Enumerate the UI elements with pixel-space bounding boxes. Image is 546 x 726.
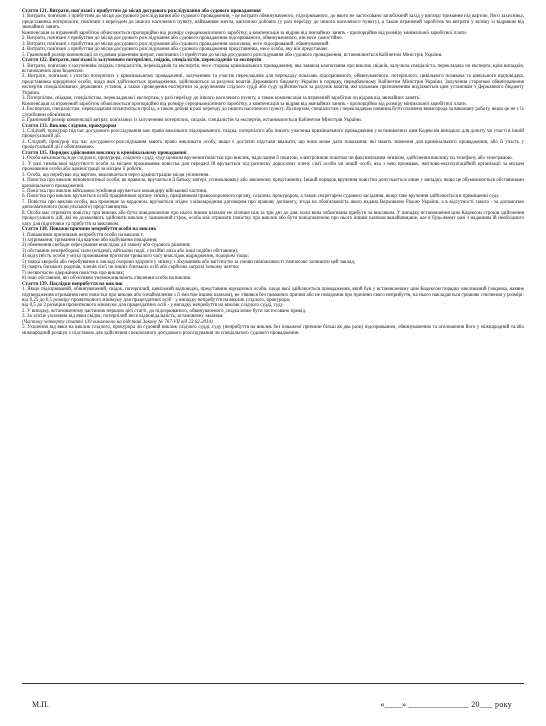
paragraph: 8. Особа має отримати повістку про виклик або бути повідомленою про нього іншим шляхом не пізніше ніж за три дні до дня, коли вона зобов'язана прибути за викликом. У випадку встановлення цим Кодексом строків здійснення процесуальних дій, які не дозволяють здійснити виклик у зазначений строк, особа має отримати повістку про виклик або бути повідомленою про нього іншим шляхом якнайшвидше, але в будь-якому разі з наданням їй необхідного часу для підготовки та прибуття за викликом. bbox=[22, 210, 524, 227]
paragraph: 2. Слідчий, прокурор під час досудового розслідування мають право викликати особу, якщо є достатні підстави вважати, що вона може дати показання, які мають значення для кримінального провадження, або її участь у процесуальній дії є обов'язковою. bbox=[22, 139, 524, 151]
paragraph: 5. Граничний розмір компенсації за судовим рішенням витрат, пов'язаних із прибуттям до місця досудового розслідування або судового провадження, встановлюється Кабінетом Міністрів України. bbox=[22, 52, 443, 58]
paragraph: 2. У разі тимчасової відсутності особи за місцем проживання повістка для передачі їй вручається під розписку дорослому члену сім'ї особи чи іншій особі, яка з нею проживає, житлово-експлуатаційній організації за місцем проживання особи або адміністрації за місцем її роботи. bbox=[22, 161, 524, 173]
paragraph: 6) смерть близьких родичів, членів сім'ї чи інших близьких осіб або серйозна загроза їхньому життю; bbox=[22, 265, 240, 271]
paragraph: 1. Витрати, пов'язані з залученням свідків, спеціалістів, перекладачів та експертів, несе сторона кримінального провадження, яка заявила клопотання про виклик свідків, залучила спеціаліста, перекладача чи експерта, крім випадків, встановлених цим Кодексом. bbox=[22, 63, 524, 74]
paragraph: 5. Ухилення від явки на виклик слідчого, прокурора чи судовий виклик слідчого судді, суду (неприбуття на виклик без поважної причини більш як два рази) підозрюваним, обвинуваченим та оголошення його у міжнародний та/або міжнародний розшук є підставою для здійснення спеціального досудового розслідування чи спеціального судового провадження. bbox=[22, 325, 524, 336]
article-heading: Стаття 139. Наслідки неприбуття на виклик bbox=[22, 281, 123, 287]
signature-divider bbox=[22, 683, 524, 684]
paragraph: 1) затримання, тримання під вартою або відбування покарання; bbox=[22, 238, 158, 244]
paragraph: від 0,5 до 2 розмірів прожиткового мінімуму для працездатних осіб - у випадку неприбуття на виклик слідчого судді, суду. bbox=[22, 303, 284, 309]
paragraph: Компенсація за втрачений заробіток обчислюється пропорційно від розміру середньомісячного заробітку, а компенсація за відрив від звичайних занять - пропорційно від розміру мінімальної заробітної плати. bbox=[22, 30, 467, 36]
date-open-quote: « bbox=[380, 700, 385, 709]
paragraph: 4) відсутність особи у місці проживання протягом тривалого часу внаслідок відрядження, подорожі тощо; bbox=[22, 254, 249, 260]
month-blank: ______________ bbox=[408, 700, 469, 709]
article-heading: Стаття 138. Поважні причини неприбуття особи на виклик bbox=[22, 227, 157, 233]
paragraph: 3. За злісне ухилення від явки свідок, потерпілий несе відповідальність, встановлену законом. bbox=[22, 314, 224, 320]
paragraph: 1. Слідчий, прокурор під час досудового розслідування має право викликати підозрюваного, свідка, потерпілого або іншого учасника кримінального провадження у встановлених цим Кодексом випадках для допиту чи участі в іншій процесуальній дії. bbox=[22, 128, 524, 140]
paragraph: 5. Повістка про виклик військовослужбовця вручається командиру військової частини. bbox=[22, 188, 208, 194]
paragraph: 5. Граничний розмір компенсації витрат, пов'язаних із залученням потерпілих, свідків, спеціалістів та експертів, встановлюється Кабінетом Міністрів України. bbox=[22, 118, 362, 124]
paragraph: 4. Експертам, спеціалістам, перекладачам оплачуються проїзд, а також добові в разі переїзду до іншого населеного пункту. Експертам, спеціалістам і перекладачам повинна бути сплачена винагорода за виконану роботу, якщо це не є їх службовим обов'язком. bbox=[22, 107, 524, 118]
article-heading: Стаття 122. Витрати, пов'язані із залученням потерпілих, свідків, спеціалістів, перекладачів та експертів bbox=[22, 58, 262, 64]
document-footer bbox=[22, 700, 524, 709]
paragraph: 7) несвоєчасне одержання повістки про виклик; bbox=[22, 270, 125, 276]
paragraph: (Частину четверту статті 139 виключено на підставі Закону № 767-VII від 23.02.2014) bbox=[22, 319, 213, 325]
seal-placeholder: М.П. bbox=[32, 700, 49, 709]
year-word: року bbox=[495, 700, 512, 709]
paragraph: 4. Повістка про виклик неповнолітньої особи, як правило, вручається її батьку, матері, усиновлювачу або законному представнику. Інший порядок вручення повістки допускається лише у випадку, якщо це обумовлюється обставинами кримінального провадження. bbox=[22, 178, 524, 189]
paragraph: 5) тяжка хвороба або перебування в закладі охорони здоров'я у зв'язку з лікуванням або вагітністю за умови неможливості тимчасово залишити цей заклад; bbox=[22, 259, 356, 265]
paragraph: 4. Витрати, пов'язані з прибуттям до місця досудового розслідування або судового провадження представника, несе особа, яку він представляє. bbox=[22, 47, 329, 53]
paragraph: 2) обмеження свободи пересування внаслідок дії закону або судового рішення; bbox=[22, 243, 191, 249]
paragraph: 3. Особа, що перебуває під вартою, викликається через адміністрацію місця ув'язнення. bbox=[22, 172, 210, 178]
paragraph: 1. Особа викликається до слідчого, прокурора, слідчого судді, суду шляхом вручення повістки про виклик, надіслання її поштою, електронною поштою чи факсимільним зв'язком, здійснення виклику по телефону або телеграмою. bbox=[22, 156, 513, 162]
article-heading: Стаття 133. Виклик слідчим, прокурором bbox=[22, 123, 117, 129]
paragraph: 1. Якщо підозрюваний, обвинувачений, свідок, потерпілий, цивільний відповідач, представник юридичної особи, щодо якої здійснюється провадження, який був у встановленому цим Кодексом порядку викликаний (зокрема, наявне підтвердження отримання ним повістки про виклик або ознайомлення з її змістом іншим шляхом), не з'явився без поважних причин або не повідомив про причини свого неприбуття, на нього накладається грошове стягнення у розмірі: bbox=[22, 287, 524, 298]
paragraph: 7. Повістка про виклик особи, яка проживає за кордоном, вручається згідно з міжнародним договором про правову допомогу, згода на обов'язковість якого надана Верховною Радою України, а в відсутності такого - за допомогою дипломатичного (консульського) представництва. bbox=[22, 199, 524, 211]
day-blank: ____ bbox=[384, 700, 403, 709]
article-heading: Стаття 121. Витрати, пов'язані з прибуттям до місця досудового розслідування або судового провадження bbox=[22, 9, 261, 14]
paragraph: Компенсація за втрачений заробіток обчислюється пропорційно від розміру середньомісячного заробітку, а компенсація за відрив від звичайних занять - пропорційно від розміру мінімальної заробітної плати. bbox=[22, 101, 467, 107]
paragraph: 6. Повістка про виклик вручається особі працівником органу зв'язку, працівником правоохоронного органу, слідчим, прокурором, а також секретарем судового засідання, якщо таке вручення здійснюється в приміщенні суду. bbox=[22, 194, 500, 200]
paragraph: 2. У випадку, встановленому частиною першою цієї статті, до підозрюваного, обвинуваченого, свідка може бути застосовано привід. bbox=[22, 308, 307, 314]
date-close-quote: » bbox=[402, 700, 407, 709]
paragraph: 1. Витрати, пов'язані з прибуттям до місця досудового розслідування або судового провадження, - це витрати обвинуваченого, підозрюваного, до якого не застосовано запобіжний захід у вигляді тримання під вартою, його захисника, представника потерпілого, пов'язані з переїздом до іншого населеного пункту, найманням житла, виплатою добових (у разі переїзду до іншого населеного пункту), а також втрачений заробіток чи витрати у зв'язку із відривом від звичайних занять. bbox=[22, 14, 524, 31]
paragraph: 2. Витрати, пов'язані з прибуттям до місця досудового розслідування або судового провадження підозрюваного, обвинуваченого, він несе самостійно. bbox=[22, 36, 343, 42]
paragraph: 3. Витрати, пов'язані з прибуттям до місця досудового розслідування або судового провадження захисника, несе підозрюваний, обвинувачений. bbox=[22, 41, 330, 47]
year-blank: ___ bbox=[479, 700, 493, 709]
paragraph: 8) інші обставини, які об'єктивно унеможливлюють з'явлення особи на виклик. bbox=[22, 276, 192, 282]
document-body bbox=[22, 9, 524, 336]
paragraph: 3) обставини непереборної сили (епідемії, військові події, стихійні лиха або інші подібні обставини); bbox=[22, 248, 239, 254]
article-heading: Стаття 135. Порядок здійснення виклику в кримінальному провадженні bbox=[22, 150, 187, 156]
paragraph: 1. Поважними причинами неприбуття особи на виклик є: bbox=[22, 232, 145, 238]
date-line bbox=[381, 700, 512, 709]
paragraph: 2. Витрати, пов'язані з участю потерпілих у кримінальному провадженні, залученням та участю перекладачів для перекладу показань підозрюваного, обвинуваченого, потерпілого, цивільного позивача та цивільного відповідача, представника юридичної особи, щодо якої здійснюється провадження, здійснюються за рахунок коштів Державного бюджету України в порядку, передбаченому Кабінетом Міністрів України. Залучення стороною обвинувачення експертів спеціалізованих державних установ, а також проведення експертизи за дорученням слідчого судді або суду здійснюється за рахунок коштів, які цільовим призначенням виділяються цим установам з Державного бюджету України. bbox=[22, 74, 524, 96]
paragraph: від 0,25 до 0,5 розміру прожиткового мінімуму для працездатних осіб - у випадку неприбуття на виклик слідчого, прокурора; bbox=[22, 298, 291, 304]
year-prefix: 20 bbox=[471, 700, 480, 709]
paragraph: 3. Потерпілим, свідкам, спеціалістам, перекладачам і експертам, у разі переїзду до іншого населеного пункту, а також компенсація за втрачений заробіток чи відрив від звичайних занять. bbox=[22, 96, 421, 102]
